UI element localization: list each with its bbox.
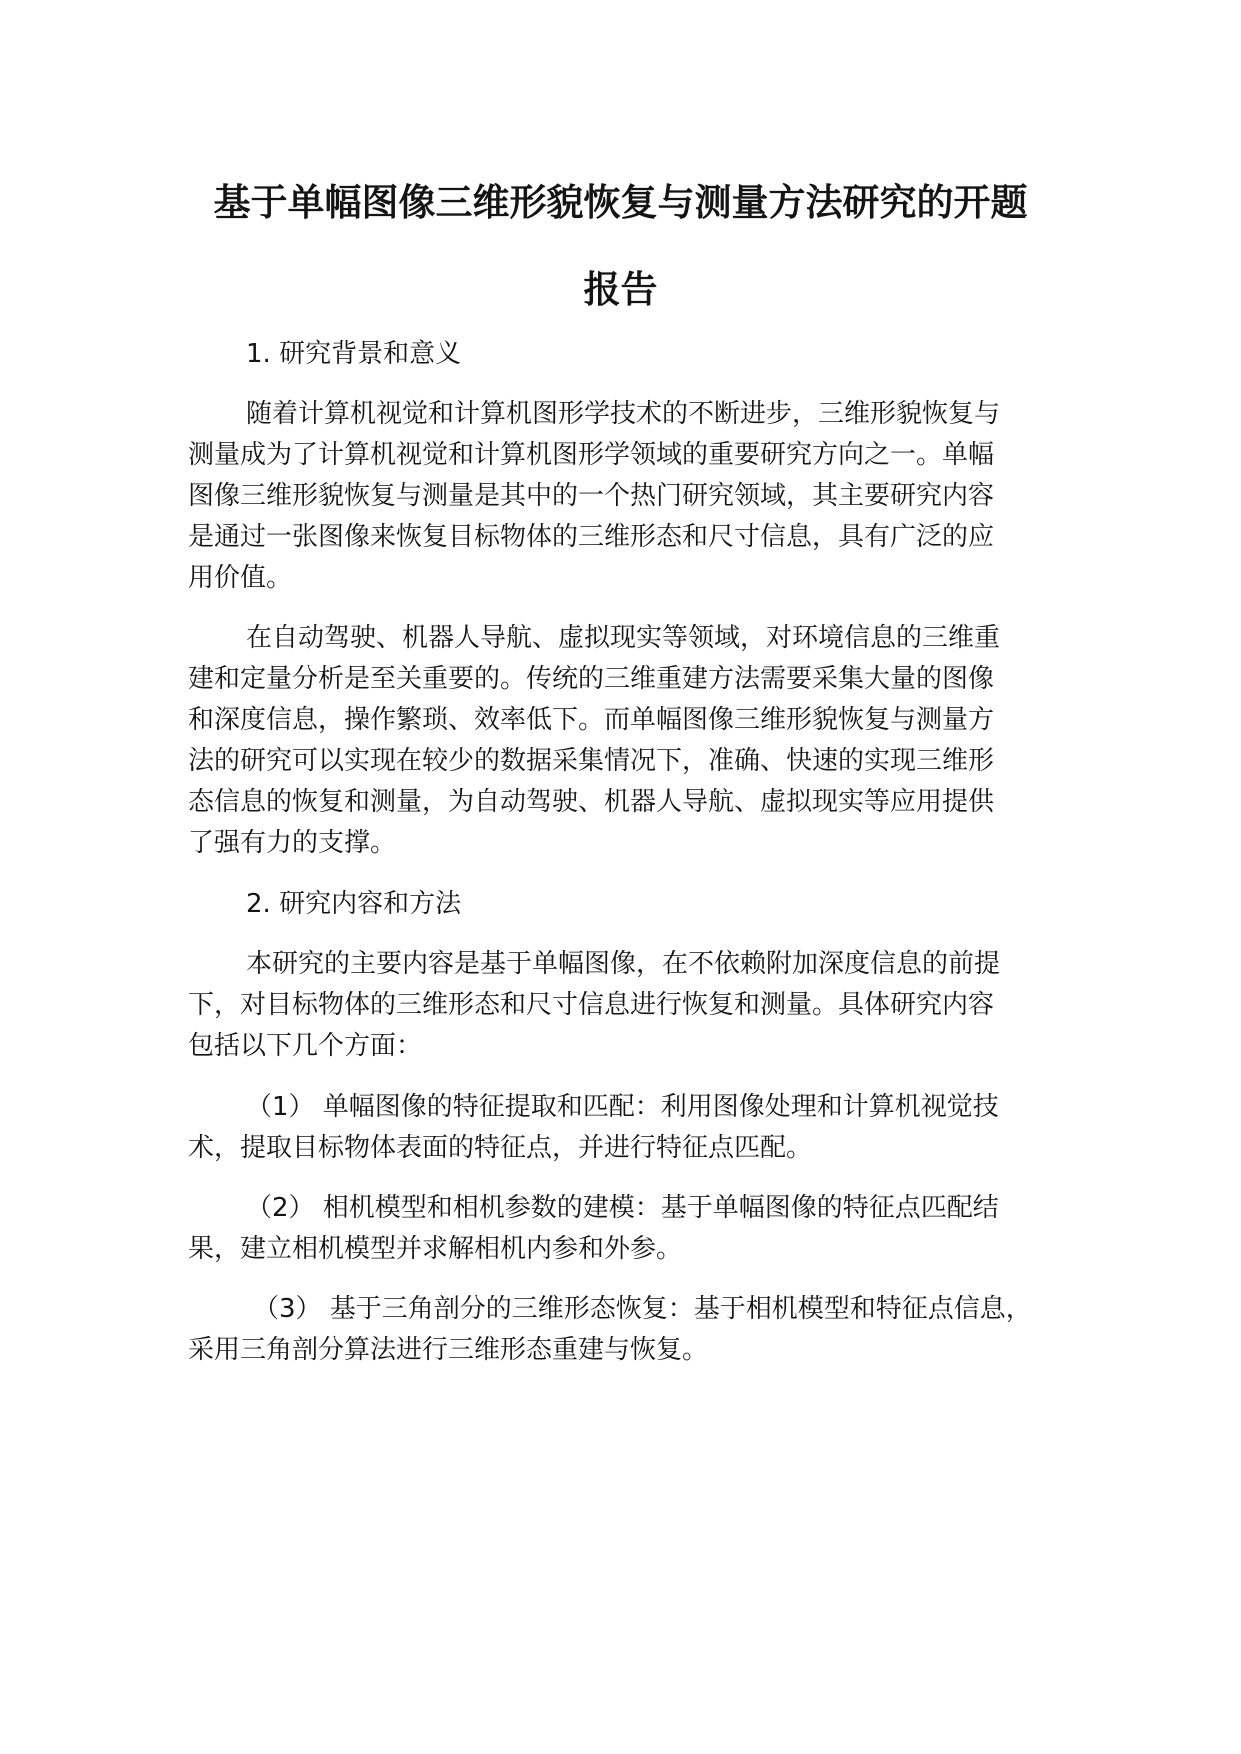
list-item-1-line: （1） 单幅图像的特征提取和匹配：利用图像处理和计算机视觉技 <box>246 1092 999 1122</box>
section-1-heading: 1. 研究背景和意义 <box>246 339 462 369</box>
paragraph-2-line: 在自动驾驶、机器人导航、虚拟现实等领域，对环境信息的三维重 <box>246 623 1001 653</box>
list-item-1-line: 术，提取目标物体表面的特征点，并进行特征点匹配。 <box>188 1133 813 1163</box>
paragraph-2-line: 态信息的恢复和测量，为自动驾驶、机器人导航、虚拟现实等应用提供 <box>188 787 995 817</box>
paragraph-1-line: 是通过一张图像来恢复目标物体的三维形态和尺寸信息，具有广泛的应 <box>188 522 995 552</box>
paragraph-3-line: 本研究的主要内容是基于单幅图像，在不依赖附加深度信息的前提 <box>246 949 1001 979</box>
paragraph-2-line: 法的研究可以实现在较少的数据采集情况下，准确、快速的实现三维形 <box>188 746 995 776</box>
list-item-3-line: 采用三角剖分算法进行三维形态重建与恢复。 <box>188 1335 709 1365</box>
document-title-line-2: 报告 <box>583 268 658 311</box>
paragraph-1-line: 测量成为了计算机视觉和计算机图形学领域的重要研究方向之一。单幅 <box>188 440 995 470</box>
paragraph-2-line: 了强有力的支撑。 <box>188 828 397 858</box>
paragraph-2-line: 和深度信息，操作繁琐、效率低下。而单幅图像三维形貌恢复与测量方 <box>188 705 995 735</box>
paragraph-1-line: 用价值。 <box>188 563 293 593</box>
list-item-2-line: （2） 相机模型和相机参数的建模：基于单幅图像的特征点匹配结 <box>246 1193 999 1223</box>
paragraph-3-line: 下，对目标物体的三维形态和尺寸信息进行恢复和测量。具体研究内容 <box>188 990 995 1020</box>
paragraph-3-line: 包括以下几个方面： <box>188 1031 423 1061</box>
paragraph-2-line: 建和定量分析是至关重要的。传统的三维重建方法需要采集大量的图像 <box>188 664 995 694</box>
document-title-line-1: 基于单幅图像三维形貌恢复与测量方法研究的开题 <box>213 181 1028 224</box>
paragraph-1-line: 随着计算机视觉和计算机图形学技术的不断进步，三维形貌恢复与 <box>246 399 1001 429</box>
paragraph-1-line: 图像三维形貌恢复与测量是其中的一个热门研究领域，其主要研究内容 <box>188 481 995 511</box>
list-item-3-line: （3） 基于三角剖分的三维形态恢复：基于相机模型和特征点信息， <box>253 1294 1032 1324</box>
list-item-2-line: 果，建立相机模型并求解相机内参和外参。 <box>188 1234 683 1264</box>
section-2-heading: 2. 研究内容和方法 <box>246 889 462 919</box>
